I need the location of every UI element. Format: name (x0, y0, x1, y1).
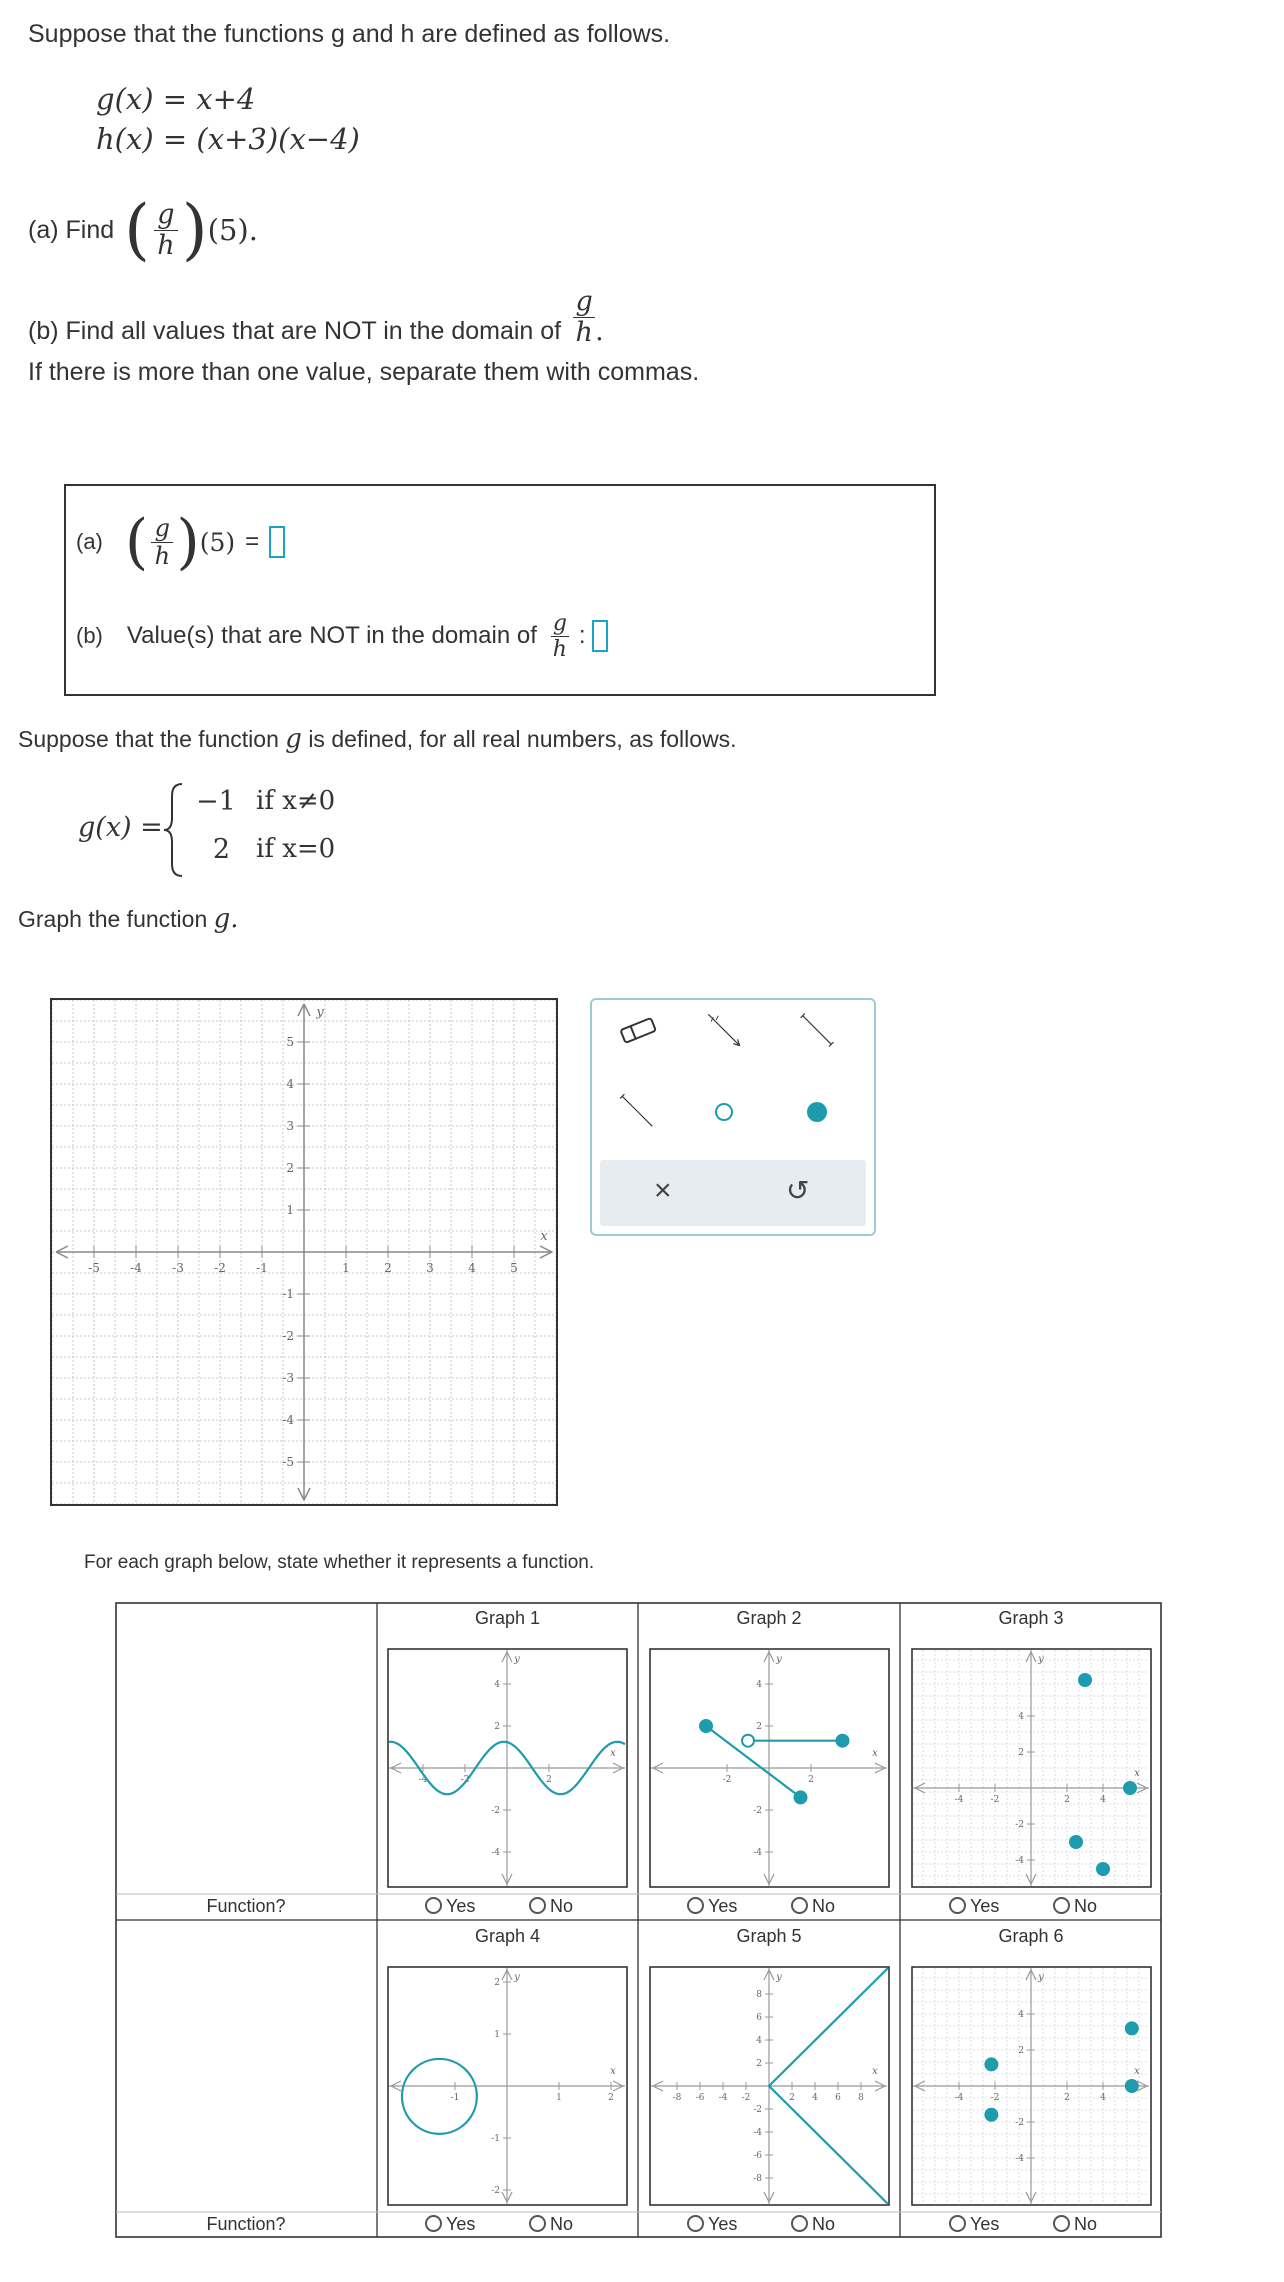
radio-button[interactable] (529, 2215, 546, 2232)
graph-1-no-option[interactable]: No (529, 1896, 573, 1917)
q2-intro: Suppose that the function g is defined, for all real numbers, as follows. (18, 724, 737, 754)
x-tick-label: 8 (858, 2093, 864, 2103)
x-tick-label: -4 (718, 2093, 728, 2103)
x-tick-label: 6 (835, 2093, 841, 2103)
y-tick-label: 1 (286, 1203, 294, 1217)
x-tick-label: -2 (460, 1775, 470, 1785)
closed-point (1126, 2080, 1138, 2092)
x-tick-label: 2 (808, 1775, 814, 1785)
closed-point (837, 1735, 849, 1747)
x-tick-label: 2 (789, 2093, 795, 2103)
graph-2-title: Graph 2 (736, 1608, 802, 1628)
x-tick-label: 2 (384, 1261, 392, 1275)
graph-1-title: Graph 1 (474, 1608, 541, 1628)
x-tick-label: -4 (130, 1261, 142, 1275)
y-tick-label: -4 (491, 1848, 500, 1858)
graphing-canvas[interactable] (50, 998, 558, 1506)
graph-6-no-option[interactable]: No (1053, 2214, 1097, 2235)
y-tick-label: -2 (753, 1806, 762, 1816)
y-tick-label: -2 (491, 1806, 500, 1816)
radio-button[interactable] (1053, 2215, 1070, 2232)
x-tick-label: -1 (450, 2093, 460, 2103)
graph-5-yes-option[interactable]: Yes (687, 2214, 737, 2235)
graph-6 (911, 1966, 1152, 2206)
answer-b-input[interactable] (592, 620, 608, 652)
y-tick-label: 2 (1018, 2046, 1024, 2056)
function-row-label: Function? (206, 2214, 286, 2234)
y-tick-label: 8 (756, 1990, 762, 2000)
part-b-question: (b) Find all values that are NOT in the domain of g h . (28, 285, 604, 348)
piecewise-definition: g(x) = −1 if x≠0 2 if x=0 (78, 780, 398, 880)
eraser-icon[interactable] (618, 1010, 658, 1050)
radio-button[interactable] (949, 1897, 966, 1914)
graph-4-no-option[interactable]: No (529, 2214, 573, 2235)
y-tick-label: 4 (286, 1077, 294, 1091)
segment-icon[interactable] (797, 1010, 837, 1050)
coordinate-plane[interactable] (52, 1000, 556, 1504)
closed-point (700, 1720, 712, 1732)
y-tick-label: 2 (494, 1978, 500, 1988)
answer-box (64, 484, 936, 696)
y-tick-label: -6 (753, 2151, 762, 2161)
graph-4 (387, 1966, 628, 2206)
clear-button[interactable]: × (654, 1174, 672, 1207)
x-tick-label: 2 (1064, 1795, 1070, 1805)
graph-2-yes-option[interactable]: Yes (687, 1896, 737, 1917)
radio-button[interactable] (687, 2215, 704, 2232)
closed-point (985, 2058, 997, 2070)
y-tick-label: -2 (491, 2186, 500, 2196)
x-tick-label: -2 (741, 2093, 751, 2103)
y-tick-label: -4 (282, 1413, 294, 1427)
x-tick-label: 1 (342, 1261, 350, 1275)
y-tick-label: 4 (756, 1680, 762, 1690)
radio-button[interactable] (791, 2215, 808, 2232)
closed-point (1126, 2022, 1138, 2034)
x-tick-label: 4 (1100, 1795, 1106, 1805)
graph-1-yes-option[interactable]: Yes (425, 1896, 475, 1917)
y-tick-label: -2 (753, 2105, 762, 2115)
graph-2-no-option[interactable]: No (791, 1896, 835, 1917)
y-tick-label: 2 (494, 1722, 500, 1732)
closed-point (985, 2109, 997, 2121)
y-axis-label: y (1038, 1972, 1044, 1983)
x-tick-label: 4 (468, 1261, 476, 1275)
graph-2 (649, 1648, 890, 1888)
y-tick-label: -1 (491, 2134, 500, 2144)
x-tick-label: 5 (510, 1261, 518, 1275)
y-tick-label: -4 (1015, 2154, 1024, 2164)
y-tick-label: -5 (282, 1455, 294, 1469)
graph-3-title: Graph 3 (998, 1608, 1064, 1628)
y-tick-label: 4 (1018, 1712, 1024, 1722)
x-tick-label: 1 (556, 2093, 562, 2103)
y-axis-label: y (316, 1005, 324, 1020)
function-table (115, 1602, 1162, 2238)
graph-6-yes-option[interactable]: Yes (949, 2214, 999, 2235)
x-tick-label: 2 (1064, 2093, 1070, 2103)
open-point (742, 1735, 754, 1747)
q3-prompt: For each graph below, state whether it represents a function. (84, 1552, 595, 1573)
closed-point (1124, 1782, 1136, 1794)
y-tick-label: -8 (753, 2174, 762, 2184)
separate-note: If there is more than one value, separate them with commas. (28, 358, 700, 386)
x-axis-label: x (610, 2066, 616, 2077)
y-tick-label: 1 (494, 2030, 500, 2040)
graph-6-title: Graph 6 (998, 1926, 1064, 1946)
y-axis-label: y (1038, 1654, 1044, 1665)
undo-button[interactable]: ↺ (786, 1175, 810, 1206)
open-point-icon[interactable] (704, 1092, 744, 1132)
graph-prompt: Graph the function g. (18, 904, 239, 934)
q1-intro: Suppose that the functions g and h are defined as follows. (28, 20, 671, 48)
answer-b-row: (b) Value(s) that are NOT in the domain of g h : (76, 596, 608, 676)
graph-5-no-option[interactable]: No (791, 2214, 835, 2235)
x-axis-label: x (1134, 2066, 1140, 2077)
y-tick-label: -2 (1015, 1820, 1024, 1830)
graph-5-title: Graph 5 (736, 1926, 802, 1946)
graph-5 (649, 1966, 890, 2206)
x-tick-label: -8 (672, 2093, 682, 2103)
x-tick-label: -4 (954, 1795, 964, 1805)
g-over-h-fraction: g h (573, 287, 595, 348)
radio-button[interactable] (687, 1897, 704, 1914)
closed-point-icon[interactable] (797, 1092, 837, 1132)
y-axis-label: y (514, 1972, 520, 1983)
y-tick-label: 2 (286, 1161, 294, 1175)
x-axis-label: x (872, 1748, 878, 1759)
y-tick-label: -4 (753, 1848, 762, 1858)
x-tick-label: -2 (990, 2093, 1000, 2103)
radio-button[interactable] (791, 1897, 808, 1914)
graph-4-yes-option[interactable]: Yes (425, 2214, 475, 2235)
tool-palette (590, 998, 876, 1236)
radio-button[interactable] (949, 2215, 966, 2232)
x-axis-label: x (1134, 1768, 1140, 1779)
y-tick-label: -3 (282, 1371, 294, 1385)
answer-a-input[interactable] (269, 526, 285, 558)
y-tick-label: 4 (1018, 2010, 1024, 2020)
x-axis-label: x (872, 2066, 878, 2077)
x-axis-label: x (540, 1229, 548, 1244)
x-tick-label: -2 (214, 1261, 226, 1275)
y-tick-label: -4 (1015, 1856, 1024, 1866)
x-tick-label: 4 (812, 2093, 818, 2103)
line-icon[interactable] (618, 1092, 658, 1132)
y-tick-label: 2 (756, 1722, 762, 1732)
radio-button[interactable] (529, 1897, 546, 1914)
closed-point (795, 1791, 807, 1803)
graph-4-title: Graph 4 (474, 1926, 541, 1946)
left-brace (160, 782, 188, 878)
h-definition: h(x) = (x+3)(x−4) (96, 122, 360, 156)
function-row-label: Function? (206, 1896, 286, 1916)
part-a-question: (a) Find ( g h ) (5). (28, 191, 258, 268)
graph-3 (911, 1648, 1152, 1888)
y-tick-label: 2 (1018, 1748, 1024, 1758)
x-tick-label: -3 (172, 1261, 184, 1275)
y-tick-label: -2 (1015, 2118, 1024, 2128)
y-tick-label: -1 (282, 1287, 294, 1301)
x-tick-label: 3 (426, 1261, 434, 1275)
g-over-h-fraction: g h (154, 200, 178, 261)
y-tick-label: 2 (756, 2059, 762, 2069)
y-tick-label: 3 (286, 1119, 294, 1133)
x-tick-label: -6 (695, 2093, 705, 2103)
x-tick-label: -4 (418, 1775, 428, 1785)
x-tick-label: -2 (990, 1795, 1000, 1805)
y-tick-label: -4 (753, 2128, 762, 2138)
y-axis-label: y (776, 1654, 782, 1665)
x-tick-label: 2 (608, 2093, 614, 2103)
radio-button[interactable] (425, 2215, 442, 2232)
ray-icon[interactable] (704, 1010, 744, 1050)
y-tick-label: 6 (756, 2013, 762, 2023)
graph-3-yes-option[interactable]: Yes (949, 1896, 999, 1917)
closed-point (1079, 1674, 1091, 1686)
x-tick-label: -5 (88, 1261, 100, 1275)
x-tick-label: 2 (546, 1775, 552, 1785)
y-tick-label: 4 (756, 2036, 762, 2046)
graph-3-no-option[interactable]: No (1053, 1896, 1097, 1917)
closed-point (1070, 1836, 1082, 1848)
g-over-h-fraction: g h (151, 515, 173, 570)
g-over-h-fraction: g h (552, 610, 567, 662)
y-axis-label: y (776, 1972, 782, 1983)
x-axis-label: x (610, 1748, 616, 1759)
x-tick-label: -1 (256, 1261, 268, 1275)
y-axis-label: y (514, 1654, 520, 1665)
answer-a-row: (a) ( g h ) (5) = (76, 500, 285, 584)
g-definition: g(x) = x+4 (96, 82, 256, 116)
x-tick-label: -2 (722, 1775, 732, 1785)
x-tick-label: -4 (954, 2093, 964, 2103)
y-tick-label: -2 (282, 1329, 294, 1343)
radio-button[interactable] (1053, 1897, 1070, 1914)
y-tick-label: 5 (286, 1035, 294, 1049)
closed-point (1097, 1863, 1109, 1875)
y-tick-label: 4 (494, 1680, 500, 1690)
graph-1 (387, 1648, 628, 1888)
radio-button[interactable] (425, 1897, 442, 1914)
tool-actions-bar (600, 1160, 866, 1226)
x-tick-label: 4 (1100, 2093, 1106, 2103)
